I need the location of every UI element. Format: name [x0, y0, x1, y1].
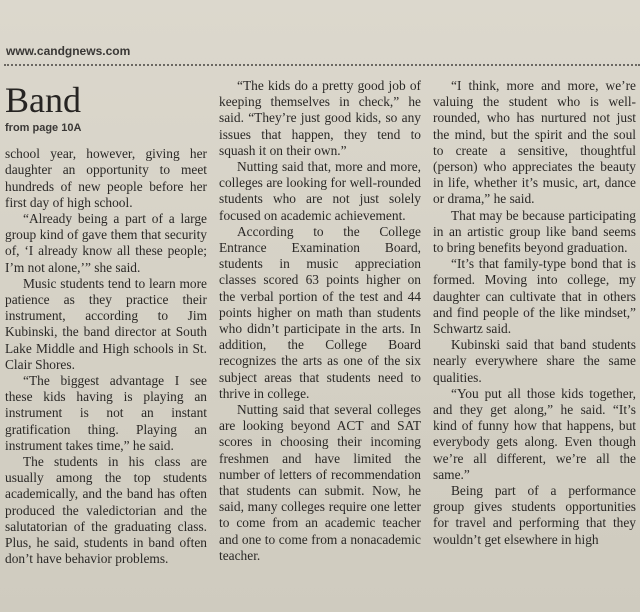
- column-2: [219, 78, 421, 564]
- paragraph: Nutting said that, more and more, colleges are looking for well-rounded students who are not just solely focused on academic achievement.: [219, 159, 421, 223]
- paragraph: That may be because participating in an artistic group like band seems to bring benefits beyond graduation.: [433, 207, 636, 256]
- column-1: [5, 80, 207, 567]
- paragraph: “The kids do a pretty good job of keeping themselves in check,” he said. “They’re just good kids, so any issues that happen, they tend to squash it on their own.”: [219, 78, 421, 158]
- paragraph: school year, however, giving her daughter an opportunity to meet hundreds of new people before her first day of high school.: [5, 146, 207, 210]
- website-url: www.candgnews.com: [6, 44, 131, 58]
- column-3: [433, 78, 636, 548]
- paragraph: Being part of a performance group gives students opportunities for travel and performing that they wouldn’t get elsewhere in high: [433, 483, 636, 547]
- paragraph: “Already being a part of a large group kind of gave them that security of, ‘I already know all these people; I’m not alone,’” she said.: [5, 211, 207, 275]
- paragraph: Kubinski said that band students nearly everywhere share the same qualities.: [433, 337, 636, 385]
- article-headline: Band: [5, 80, 81, 120]
- paragraph: Music students tend to learn more patience as they practice their instrument, according to Jim Kubinski, the band director at South Lake Middle and High schools in St. Clair Shores.: [5, 275, 207, 372]
- paragraph: The students in his class are usually among the top students academically, and the band has often produced the valedictorian and the salutatorian of the graduating class. Plus, he said, students in band often don’t have behavior problems.: [5, 454, 207, 567]
- paragraph: Nutting said that several colleges are looking beyond ACT and SAT scores in choosing their incoming freshmen and have limited the number of letters of recommendation that students can submit. Now, he said, many colleges require one letter to come from an academic teacher and one to come from a nonacademic teacher.: [219, 402, 421, 563]
- jump-line: from page 10A: [5, 122, 82, 134]
- paragraph: “It’s that family-type bond that is formed. Moving into college, my daughter can cultivate that in others and find people of the like mindset,” Schwartz said.: [433, 256, 636, 337]
- paragraph: “You put all those kids together, and they get along,” he said. “It’s kind of funny how that happens, but everybody gets along. Even though we’re all different, we’re all the same.”: [433, 385, 636, 482]
- paragraph: According to the College Entrance Examination Board, students in music appreciation classes scored 63 points higher on the verbal portion of the test and 44 points higher on math than students who didn’t participate in the arts. In addition, the College Board recognizes the arts as one of the six subject areas that students need to thrive in college.: [219, 223, 421, 401]
- paragraph: “The biggest advantage I see these kids having is playing an instrument is not an instant gratification thing. Playing an instrument takes time,” he said.: [5, 373, 207, 453]
- dotted-divider: [4, 64, 640, 66]
- paragraph: “I think, more and more, we’re valuing the student who is well-rounded, who has nurtured not just the mind, but the spirit and the soul to create a sensitive, thoughtful (person) who appreciates the beauty in life, whether it’s music, art, dance or drama,” he said.: [433, 78, 636, 207]
